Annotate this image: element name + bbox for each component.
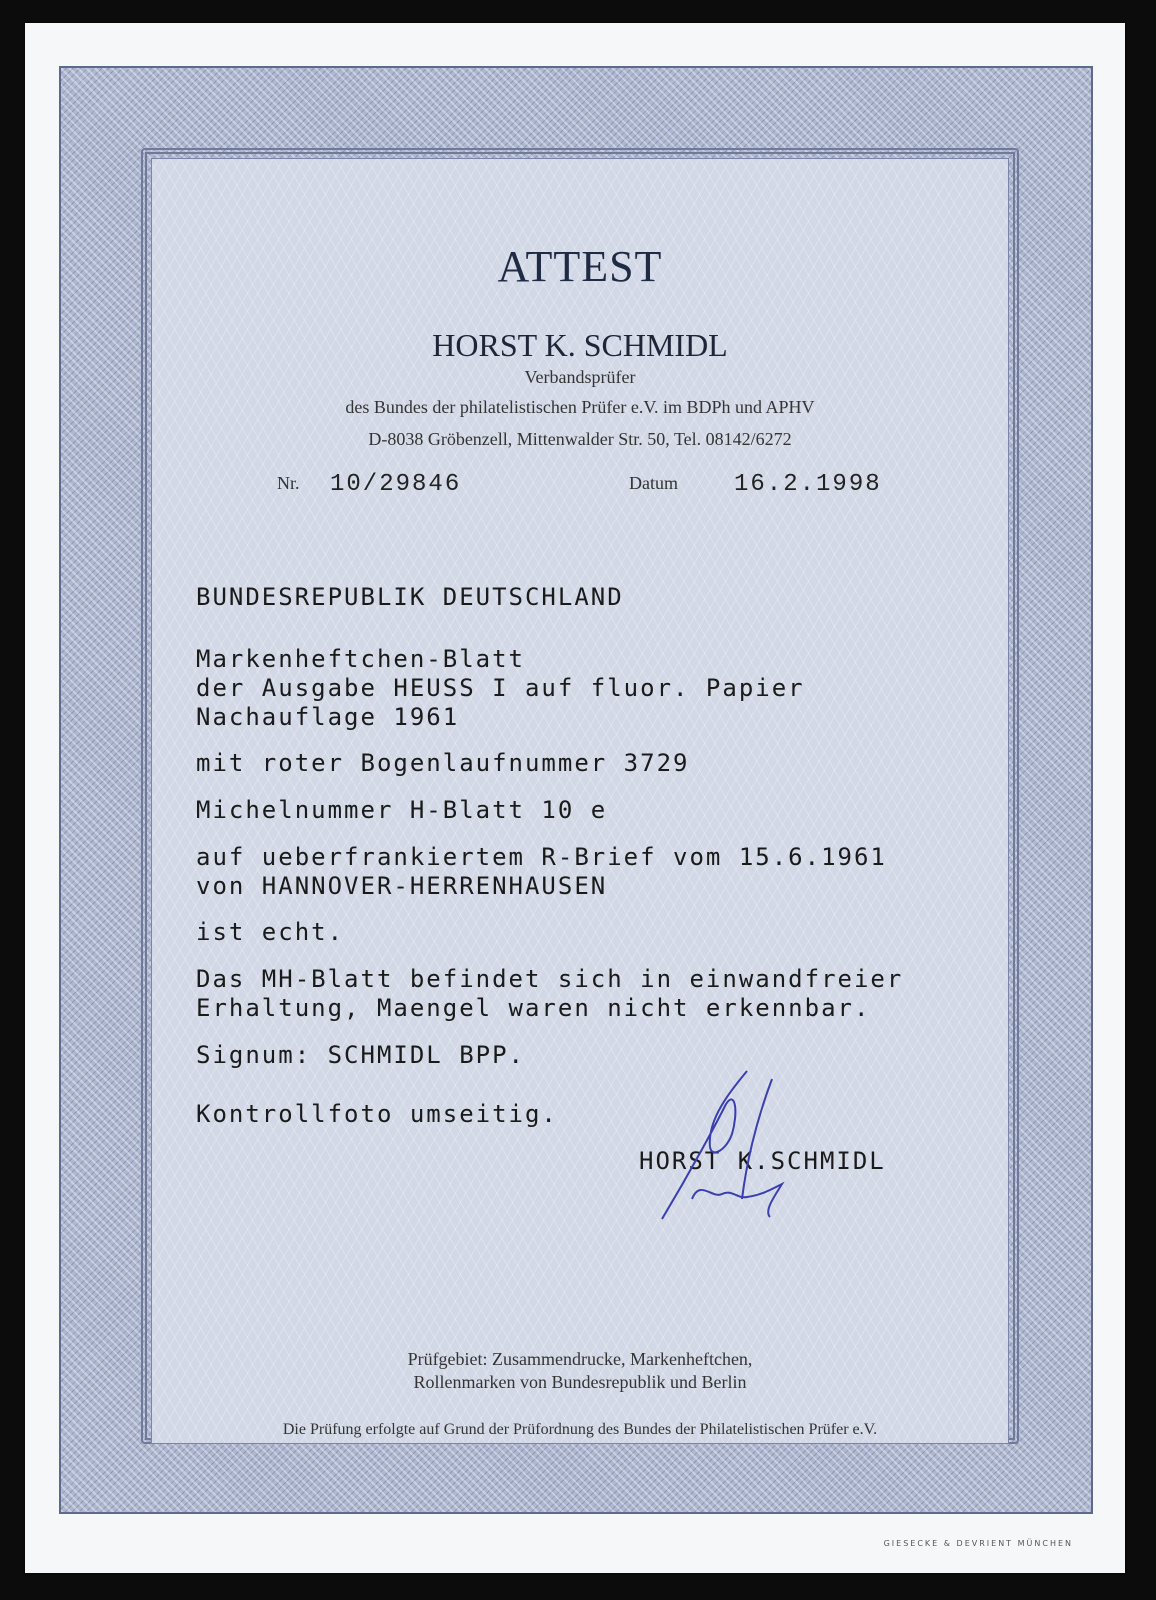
body-line-country: BUNDESREPUBLIK DEUTSCHLAND <box>196 583 624 611</box>
body-line: Das MH-Blatt befindet sich in einwandfreier <box>196 965 904 993</box>
body-line: Nachauflage 1961 <box>196 703 460 731</box>
body-line: auf ueberfrankiertem R-Brief vom 15.6.1961 <box>196 843 887 871</box>
handwritten-signature <box>652 1049 802 1229</box>
body-line: mit roter Bogenlaufnummer 3729 <box>196 749 690 777</box>
body-line-verdict: ist echt. <box>196 918 345 946</box>
examiner-address: D-8038 Gröbenzell, Mittenwalder Str. 50, Tel. 08142/6272 <box>368 429 792 449</box>
body-line: Erhaltung, Maengel waren nicht erkennbar. <box>196 994 871 1022</box>
number-value: 10/29846 <box>330 471 462 498</box>
body-line: Michelnummer H-Blatt 10 e <box>196 796 608 824</box>
body-line: Signum: SCHMIDL BPP. <box>196 1041 525 1069</box>
body-line: Markenheftchen-Blatt <box>196 645 525 673</box>
certificate-sheet <box>25 23 1125 1573</box>
footer-legal-note: Die Prüfung erfolgte auf Grund der Prüfordnung des Bundes der Philatelistischen Prüfer e.V. <box>282 1421 878 1438</box>
examiner-affiliation: des Bundes der philatelistischen Prüfer e.V. im BDPh und APHV <box>345 397 815 417</box>
certificate-body <box>151 158 1009 1444</box>
body-line: von HANNOVER-HERRENHAUSEN <box>196 872 608 900</box>
date-label: Datum <box>629 473 678 493</box>
body-line: der Ausgabe HEUSS I auf fluor. Papier <box>196 674 805 702</box>
examiner-name: HORST K. SCHMIDL <box>432 327 728 363</box>
examiner-role: Verbandsprüfer <box>524 367 636 387</box>
footer-scope-line-1: Prüfgebiet: Zusammendrucke, Markenheftchen, <box>407 1349 753 1369</box>
footer-scope-line-2: Rollenmarken von Bundesrepublik und Berlin <box>413 1372 747 1392</box>
guilloche-border <box>59 66 1093 1514</box>
number-label: Nr. <box>277 473 300 493</box>
body-line: Kontrollfoto umseitig. <box>196 1100 558 1128</box>
date-value: 16.2.1998 <box>734 471 882 498</box>
certificate-title: ATTEST <box>497 242 663 291</box>
printer-mark: GIESECKE & DEVRIENT MÜNCHEN <box>883 1539 1073 1548</box>
typed-signature-name: HORST K.SCHMIDL <box>639 1147 886 1175</box>
